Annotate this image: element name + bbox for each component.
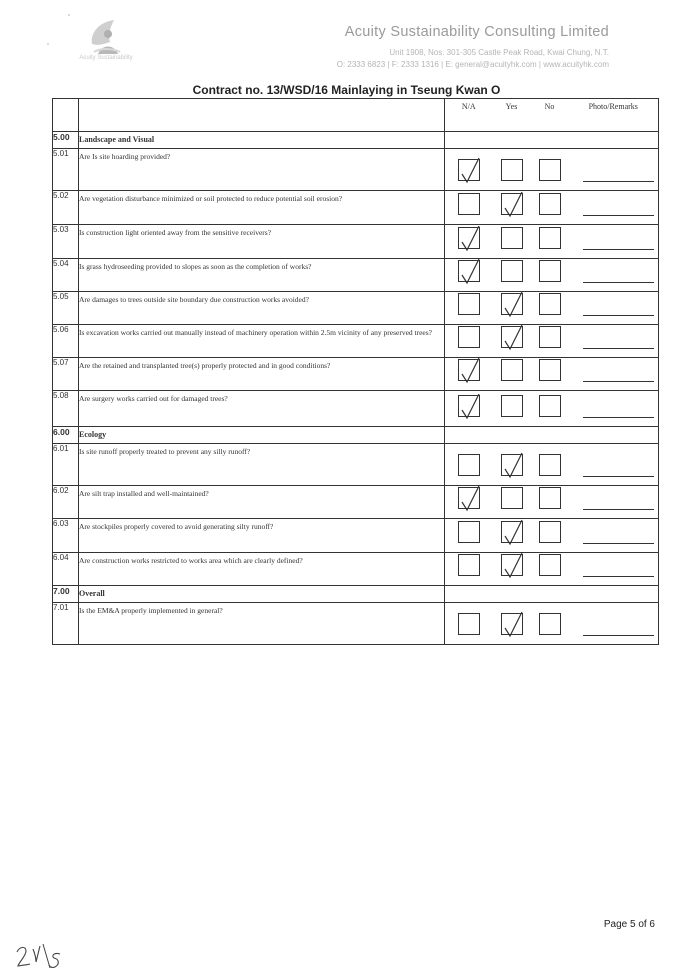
checkbox-no[interactable] [539, 326, 561, 348]
checklist-table [52, 98, 659, 645]
answer-cell-yes [493, 391, 531, 427]
section-row [53, 586, 659, 603]
checkbox-na[interactable] [458, 554, 480, 576]
answer-cell-yes [493, 486, 531, 519]
section-spacer-cell [493, 427, 531, 444]
checkbox-yes[interactable] [501, 193, 523, 215]
item-question: Are surgery works carried out for damaged trees? [79, 391, 445, 427]
answer-cell-yes [493, 149, 531, 191]
checklist-row [53, 191, 659, 225]
answer-cell-no [531, 292, 569, 325]
remarks-cell [569, 149, 659, 191]
checkbox-na[interactable] [458, 487, 480, 509]
item-question: Is the EM&A properly implemented in general? [79, 603, 445, 645]
checkbox-yes[interactable] [501, 326, 523, 348]
checkbox-no[interactable] [539, 260, 561, 282]
checkmark-icon [457, 390, 483, 418]
answer-cell-na [445, 358, 493, 391]
section-title: Overall [79, 586, 445, 603]
remarks-cell [569, 519, 659, 553]
checkbox-na[interactable] [458, 193, 480, 215]
item-number: 5.06 [53, 325, 79, 358]
remarks-cell [569, 391, 659, 427]
checklist-row [53, 519, 659, 553]
checkbox-na[interactable] [458, 260, 480, 282]
section-spacer-cell [531, 427, 569, 444]
answer-cell-na [445, 325, 493, 358]
item-question: Are damages to trees outside site boundary due construction works avoided? [79, 292, 445, 325]
remarks-line[interactable] [583, 542, 655, 544]
remarks-cell [569, 225, 659, 259]
answer-cell-na [445, 225, 493, 259]
checklist-row [53, 325, 659, 358]
item-number: 6.04 [53, 553, 79, 586]
checkbox-no[interactable] [539, 487, 561, 509]
checkmark-icon [457, 222, 483, 250]
item-number: 6.00 [53, 427, 79, 444]
answer-cell-yes [493, 553, 531, 586]
item-question: Is construction light oriented away from the sensitive receivers? [79, 225, 445, 259]
checkbox-yes[interactable] [501, 613, 523, 635]
checklist-row [53, 358, 659, 391]
answer-cell-yes [493, 292, 531, 325]
remarks-line[interactable] [583, 347, 655, 349]
answer-cell-yes [493, 444, 531, 486]
answer-cell-no [531, 149, 569, 191]
item-number: 5.03 [53, 225, 79, 259]
item-number: 5.02 [53, 191, 79, 225]
item-question: Are construction works restricted to works area which are clearly defined? [79, 553, 445, 586]
checkmark-icon [500, 188, 526, 216]
remarks-cell [569, 191, 659, 225]
page-number: Page 5 of 6 [603, 919, 655, 930]
answer-cell-na [445, 519, 493, 553]
checkmark-icon [457, 154, 483, 182]
item-question: Are the retained and transplanted tree(s) properly protected and in good conditions? [79, 358, 445, 391]
answer-cell-na [445, 191, 493, 225]
answer-cell-yes [493, 358, 531, 391]
checklist-row [53, 292, 659, 325]
checkmark-icon [500, 321, 526, 349]
answer-cell-no [531, 391, 569, 427]
checkbox-na[interactable] [458, 613, 480, 635]
checklist-row [53, 391, 659, 427]
checkbox-yes[interactable] [501, 227, 523, 249]
answer-cell-na [445, 553, 493, 586]
checkmark-icon [457, 482, 483, 510]
remarks-line[interactable] [583, 575, 655, 577]
checkbox-na[interactable] [458, 326, 480, 348]
section-row [53, 132, 659, 149]
remarks-cell [569, 259, 659, 292]
table-header-row [53, 99, 659, 132]
answer-cell-no [531, 486, 569, 519]
dot-mark [68, 14, 70, 16]
item-number: 5.04 [53, 259, 79, 292]
header-num-cell [53, 99, 79, 132]
item-number: 5.00 [53, 132, 79, 149]
remarks-cell [569, 553, 659, 586]
checkbox-na[interactable] [458, 395, 480, 417]
item-number: 6.02 [53, 486, 79, 519]
checkbox-yes[interactable] [501, 260, 523, 282]
answer-cell-na [445, 603, 493, 645]
answer-cell-yes [493, 259, 531, 292]
section-spacer-cell [445, 132, 493, 149]
checklist-row [53, 225, 659, 259]
checkmark-icon [500, 449, 526, 477]
answer-cell-yes [493, 603, 531, 645]
checkbox-yes[interactable] [501, 359, 523, 381]
checklist-row [53, 444, 659, 486]
answer-cell-no [531, 325, 569, 358]
section-spacer-cell [445, 586, 493, 603]
header-na: N/A [445, 99, 493, 132]
remarks-cell [569, 486, 659, 519]
checklist-row [53, 149, 659, 191]
item-question: Are stockpiles properly covered to avoid generating silty runoff? [79, 519, 445, 553]
checkbox-na[interactable] [458, 293, 480, 315]
checkbox-no[interactable] [539, 227, 561, 249]
contract-title: Contract no. 13/WSD/16 Mainlaying in Tseung Kwan O [192, 83, 501, 97]
section-spacer-cell [531, 132, 569, 149]
remarks-line[interactable] [583, 475, 655, 477]
checkbox-no[interactable] [539, 454, 561, 476]
checkbox-no[interactable] [539, 613, 561, 635]
answer-cell-no [531, 358, 569, 391]
checkmark-icon [500, 288, 526, 316]
answer-cell-na [445, 259, 493, 292]
answer-cell-yes [493, 325, 531, 358]
section-spacer-cell [569, 427, 659, 444]
checklist-row [53, 259, 659, 292]
remarks-cell [569, 325, 659, 358]
checkbox-yes[interactable] [501, 521, 523, 543]
checkbox-no[interactable] [539, 521, 561, 543]
remarks-line[interactable] [583, 248, 655, 250]
checkbox-yes[interactable] [501, 487, 523, 509]
answer-cell-no [531, 603, 569, 645]
answer-cell-na [445, 444, 493, 486]
answer-cell-yes [493, 191, 531, 225]
section-spacer-cell [493, 586, 531, 603]
item-number: 6.01 [53, 444, 79, 486]
logo-text: Acuity Sustainability [79, 55, 133, 61]
item-number: 6.03 [53, 519, 79, 553]
letterhead [0, 0, 693, 82]
remarks-line[interactable] [583, 508, 655, 510]
checkmark-icon [500, 549, 526, 577]
answer-cell-no [531, 225, 569, 259]
answer-cell-no [531, 191, 569, 225]
checkbox-no[interactable] [539, 159, 561, 181]
header-yes: Yes [493, 99, 531, 132]
checklist-row [53, 603, 659, 645]
section-spacer-cell [445, 427, 493, 444]
header-question-cell [79, 99, 445, 132]
item-number: 5.05 [53, 292, 79, 325]
checkmark-icon [457, 354, 483, 382]
remarks-line[interactable] [583, 281, 655, 283]
checklist-row [53, 553, 659, 586]
item-question: Are Is site hoarding provided? [79, 149, 445, 191]
answer-cell-na [445, 486, 493, 519]
checkbox-na[interactable] [458, 227, 480, 249]
answer-cell-yes [493, 225, 531, 259]
item-number: 7.00 [53, 586, 79, 603]
remarks-line[interactable] [583, 180, 655, 182]
remarks-cell [569, 603, 659, 645]
item-question: Is excavation works carried out manually instead of machinery operation within 2.5m vicinity of any preserved trees? [79, 325, 445, 358]
answer-cell-na [445, 391, 493, 427]
checkbox-na[interactable] [458, 159, 480, 181]
checkbox-yes[interactable] [501, 159, 523, 181]
section-spacer-cell [569, 132, 659, 149]
checkbox-na[interactable] [458, 521, 480, 543]
remarks-line[interactable] [583, 380, 655, 382]
answer-cell-na [445, 292, 493, 325]
handwritten-initials [14, 940, 64, 972]
item-number: 5.01 [53, 149, 79, 191]
company-contact: O: 2333 6823 | F: 2333 1316 | E: general@acuityhk.com | www.acuityhk.com [336, 60, 609, 69]
section-title: Ecology [79, 427, 445, 444]
checkmark-icon [500, 608, 526, 636]
item-number: 5.07 [53, 358, 79, 391]
checkbox-na[interactable] [458, 359, 480, 381]
checkbox-yes[interactable] [501, 454, 523, 476]
remarks-cell [569, 358, 659, 391]
section-spacer-cell [493, 132, 531, 149]
checkbox-no[interactable] [539, 395, 561, 417]
remarks-line[interactable] [583, 314, 655, 316]
item-number: 7.01 [53, 603, 79, 645]
answer-cell-no [531, 519, 569, 553]
checkmark-icon [500, 516, 526, 544]
checkbox-yes[interactable] [501, 293, 523, 315]
header-remarks: Photo/Remarks [569, 99, 659, 132]
section-row [53, 427, 659, 444]
checklist-row [53, 486, 659, 519]
item-question: Are vegetation disturbance minimized or soil protected to reduce potential soil erosion? [79, 191, 445, 225]
checkbox-no[interactable] [539, 359, 561, 381]
remarks-line[interactable] [583, 634, 655, 636]
item-question: Is grass hydroseeding provided to slopes as soon as the completion of works? [79, 259, 445, 292]
remarks-cell [569, 292, 659, 325]
item-question: Is site runoff properly treated to prevent any silly runoff? [79, 444, 445, 486]
company-address: Unit 1908, Nos. 301-305 Castle Peak Road, Kwai Chung, N.T. [389, 48, 609, 57]
item-number: 5.08 [53, 391, 79, 427]
checkbox-no[interactable] [539, 554, 561, 576]
header-no: No [531, 99, 569, 132]
remarks-cell [569, 444, 659, 486]
checkbox-na[interactable] [458, 454, 480, 476]
company-name: Acuity Sustainability Consulting Limited [344, 24, 609, 40]
section-title: Landscape and Visual [79, 132, 445, 149]
remarks-line[interactable] [583, 214, 655, 216]
checkbox-yes[interactable] [501, 395, 523, 417]
answer-cell-na [445, 149, 493, 191]
checkbox-no[interactable] [539, 193, 561, 215]
item-question: Are silt trap installed and well-maintained? [79, 486, 445, 519]
answer-cell-yes [493, 519, 531, 553]
answer-cell-no [531, 259, 569, 292]
answer-cell-no [531, 444, 569, 486]
checkmark-icon [457, 255, 483, 283]
checkbox-no[interactable] [539, 293, 561, 315]
section-spacer-cell [569, 586, 659, 603]
checkbox-yes[interactable] [501, 554, 523, 576]
remarks-line[interactable] [583, 416, 655, 418]
section-spacer-cell [531, 586, 569, 603]
dot-mark [47, 43, 49, 45]
answer-cell-no [531, 553, 569, 586]
